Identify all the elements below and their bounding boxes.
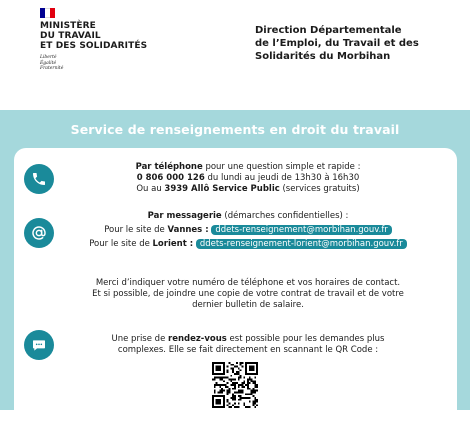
contact-note-line: Merci d’indiquer votre numéro de téléphone et vos horaires de contact. — [95, 278, 401, 288]
contact-note-line: dernier bulletin de salaire. — [192, 300, 304, 310]
email-vannes-row — [60, 225, 436, 236]
ministry-line: ET DES SOLIDARITÉS — [40, 41, 148, 51]
french-flag-logo — [40, 8, 55, 18]
direction-line: Solidarités du Morbihan — [255, 51, 391, 62]
phone-line-1 — [60, 162, 436, 173]
phone-section — [60, 162, 436, 195]
motto-line: Liberté — [40, 55, 57, 60]
appointment-line-1 — [60, 334, 436, 345]
contact-note-line: Et si possible, de joindre une copie de votre contrat de travail et de votre — [92, 289, 404, 299]
phone-alt-number[interactable]: 3939 Allô Service Public — [164, 184, 280, 194]
appointment-keyword: rendez-vous — [168, 334, 227, 344]
email-desc: (démarches confidentielles) : — [221, 211, 349, 221]
lorient-email-link[interactable]: ddets-renseignement-lorient@morbihan.gouv.fr — [196, 239, 407, 249]
appointment-prefix: Une prise de — [111, 334, 168, 344]
motto-line: Égalité — [40, 60, 57, 66]
chat-bubble-icon — [24, 330, 54, 360]
direction-name — [255, 24, 455, 63]
vannes-prefix: Pour le site de — [104, 225, 168, 235]
vannes-email-link[interactable]: ddets-renseignement@morbihan.gouv.fr — [211, 225, 392, 235]
appointment-suffix: est possible pour les demandes plus — [226, 334, 385, 344]
email-lorient-row — [60, 239, 436, 250]
qr-code-icon[interactable] — [212, 362, 258, 408]
republic-motto — [40, 55, 63, 72]
phone-icon — [24, 164, 54, 194]
email-line-1 — [60, 211, 436, 222]
phone-alt-suffix: (services gratuits) — [279, 184, 360, 194]
phone-hours: du lundi au jeudi de 13h30 à 16h30 — [204, 173, 360, 183]
lorient-site: Lorient : — [152, 239, 194, 249]
at-sign-icon — [24, 218, 54, 248]
page-header — [0, 0, 470, 110]
ministry-name — [40, 21, 147, 51]
appointment-section — [60, 334, 436, 356]
email-heading: Par messagerie — [147, 211, 222, 221]
panel-title: Service de renseignements en droit du travail — [70, 122, 400, 137]
motto-line: Fraternité — [40, 66, 64, 71]
phone-number[interactable]: 0 806 000 126 — [136, 173, 205, 183]
contact-note — [40, 278, 456, 311]
appointment-line-2: complexes. Elle se fait directement en scannant le QR Code : — [117, 345, 379, 355]
phone-line-3 — [60, 184, 436, 195]
ministry-line: DU TRAVAIL — [40, 31, 101, 41]
phone-heading: Par téléphone — [135, 162, 203, 172]
phone-alt-prefix: Ou au — [136, 184, 165, 194]
ministry-line: MINISTÈRE — [40, 21, 96, 31]
phone-desc: pour une question simple et rapide : — [202, 162, 361, 172]
lorient-prefix: Pour le site de — [89, 239, 153, 249]
phone-line-2 — [60, 173, 436, 184]
direction-line: de l’Emploi, du Travail et des — [255, 38, 419, 49]
direction-line: Direction Départementale — [255, 25, 402, 36]
vannes-site: Vannes : — [167, 225, 209, 235]
email-section — [60, 211, 436, 250]
